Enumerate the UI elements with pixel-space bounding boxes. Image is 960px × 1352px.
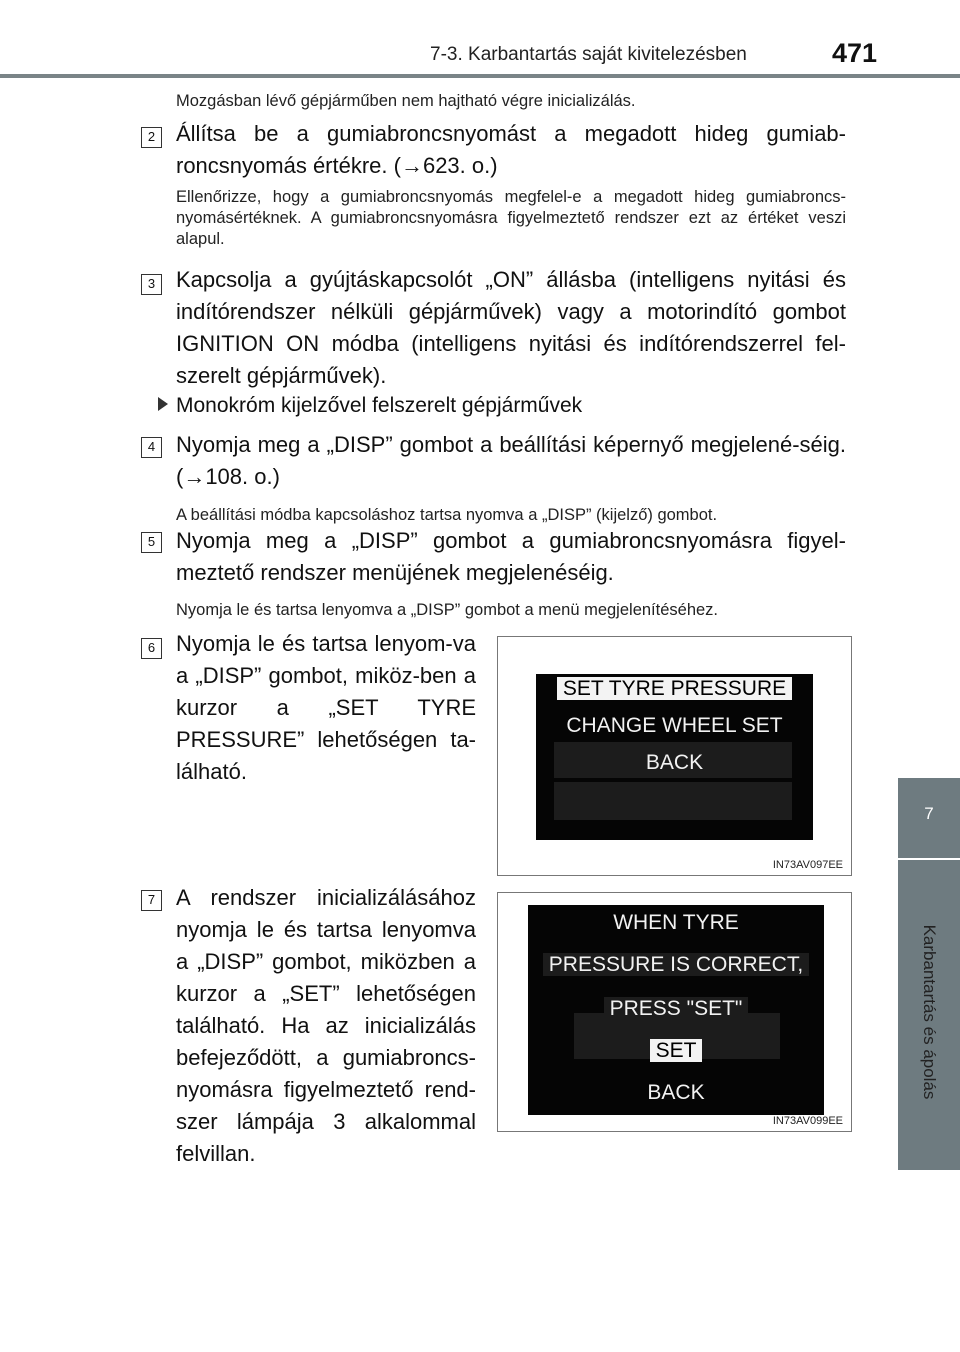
section-title: 7-3. Karbantartás saját kivitelezésben [430,44,747,65]
step-2-note: Ellenőrizze, hogy a gumiabroncsnyomás megfelel-e a megadott hideg gumiabroncs-nyomásértéknek. A gumiabroncsnyomásra figyelmeztető rendszer ezt az értéket veszi alapul. [176,188,846,248]
chapter-title: Karbantartás és ápolás [920,924,939,1100]
step-number-7: 7 [141,890,162,911]
figure-code: IN73AV097EE [772,859,843,871]
menu-item-change-wheel-set: CHANGE WHEEL SET [566,714,783,737]
step-4-text: Nyomja meg a „DISP” gombot a beállítási képernyő megjelené-séig. (→108. o.) [176,432,846,489]
chapter-tab[interactable] [898,778,960,858]
step-7-text: A rendszer inicializálásához nyomja le és tartsa lenyomva a „DISP” gombot, miközben a kurzor a „SET” lehetőségen található. Ha az inicializálás befejeződött, a gumiabroncs-nyomásra figyelmeztető rend-szer lámpája 3 alkalommal felvillan. [176,885,476,1166]
page-number: 471 [832,38,878,68]
step-6-text: Nyomja le és tartsa lenyom-va a „DISP” gombot, miköz-ben a kurzor a „SET TYRE PRESSURE” lehetőségen ta-lálható. [176,631,476,784]
step-number-2: 2 [141,127,162,148]
step-2-text: Állítsa be a gumiabroncsnyomást a megadott hideg gumiab-roncsnyomás értékre. (→623. o.) [176,121,846,178]
triangle-bullet-icon [158,397,168,411]
menu-item-back: BACK [647,1081,705,1104]
figure-set-confirmation-screen [497,892,852,1132]
step-number-4: 4 [141,437,162,458]
figure-set-tyre-pressure-menu [497,636,852,876]
chapter-number: 7 [924,804,934,823]
subheading [158,394,582,418]
message-line-3: PRESS "SET" [528,997,824,1021]
figure-code: IN73AV099EE [772,1115,843,1127]
menu-item-back: BACK [645,751,704,774]
display-screen [528,905,824,1115]
menu-item-set-tyre-pressure: SET TYRE PRESSURE [536,677,813,701]
intro-note: Mozgásban lévő gépjárműben nem hajtható végre inicializálás. [176,92,636,110]
display-screen [536,674,813,840]
step-number-6: 6 [141,638,162,659]
message-line-2: PRESSURE IS CORRECT, [528,953,824,977]
header-rule [0,74,960,78]
step-5-text: Nyomja meg a „DISP” gombot a gumiabroncsnyomásra figyel-meztető rendszer menüjének megjelenéséig. [176,528,846,585]
message-line-1: WHEN TYRE [613,911,739,934]
step-number-5: 5 [141,532,162,553]
step-3-text: Kapcsolja a gyújtáskapcsolót „ON” állásba (intelligens nyitási és indítórendszer nélküli gépjárművek) vagy a motorindító gombot IGNITION ON módba (intelligens nyitási és indítórendszerrel fel-szerelt gépjárművek). [176,267,846,388]
step-5-note: Nyomja le és tartsa lenyomva a „DISP” gombot a menü megjelenítéséhez. [176,601,719,619]
subheading-text: Monokróm kijelzővel felszerelt gépjárművek [176,394,583,417]
step-number-3: 3 [141,274,162,295]
menu-item-set: SET [528,1039,824,1063]
menu-row-bg [554,782,792,820]
step-4-note: A beállítási módba kapcsoláshoz tartsa nyomva a „DISP” (kijelző) gombot. [176,506,718,524]
